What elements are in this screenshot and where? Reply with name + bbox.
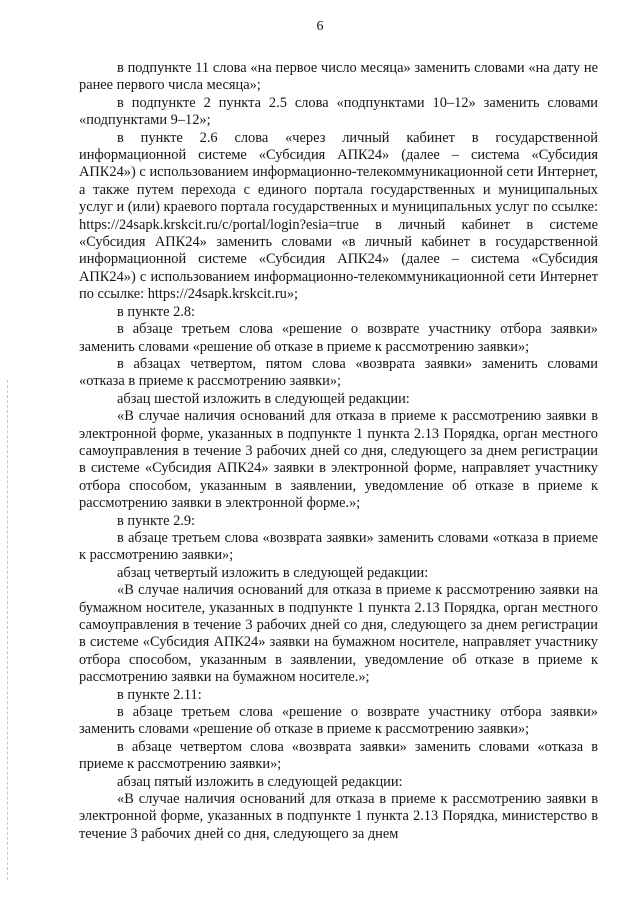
paragraph: в пункте 2.8: xyxy=(117,303,196,320)
paragraph: в пункте 2.11: xyxy=(117,686,202,703)
paragraph: абзац пятый изложить в следующей редакции: xyxy=(117,773,403,790)
paragraph: «В случае наличия оснований для отказа в приеме к рассмотрению заявки в электронной форме, указанных в подпункте 1 пункта 2.13 Порядка, орган местного самоуправления в течение 3 рабочих дней со дня, следующего за днем регистрации в системе «Субсидия АПК24» заявки в электронной форме, направляет участнику отбора способом, указанным в заявлении, уведомление об отказе в приеме к рассмотрению заявки в электронной форме.»; xyxy=(79,408,598,512)
paragraph: абзац шестой изложить в следующей редакции: xyxy=(117,390,410,407)
paragraph: в подпункте 11 слова «на первое число месяца» заменить словами «на дату не ранее первого числа месяца»; xyxy=(79,60,598,94)
paragraph: в абзацах четвертом, пятом слова «возврата заявки» заменить словами «отказа в приеме к рассмотрению заявки»; xyxy=(79,355,598,390)
paragraph: «В случае наличия оснований для отказа в приеме к рассмотрению заявки в электронной форме, указанных в подпункте 1 пункта 2.13 Порядка, министерство в течение 3 рабочих дней со дня, следующего за днем xyxy=(79,791,598,842)
scan-margin-line xyxy=(7,380,8,880)
paragraph: абзац четвертый изложить в следующей редакции: xyxy=(117,564,429,581)
paragraph: в абзаце третьем слова «возврата заявки» заменить словами «отказа в приеме к рассмотрению заявки»; xyxy=(79,529,598,564)
paragraph: в подпункте 2 пункта 2.5 слова «подпунктами 10–12» заменить словами «подпунктами 9–12»; xyxy=(79,94,598,129)
paragraph: в абзаце четвертом слова «возврата заявки» заменить словами «отказа в приеме к рассмотрению заявки»; xyxy=(79,738,598,773)
paragraph: «В случае наличия оснований для отказа в приеме к рассмотрению заявки на бумажном носителе, указанных в подпункте 1 пункта 2.13 Порядка, орган местного самоуправления в течение 3 рабочих дней со дня, следующего за днем регистрации в системе «Субсидия АПК24» заявки на бумажном носителе, направляет участнику отбора способом, указанным в заявлении, уведомление об отказе в приеме к рассмотрению заявки на бумажном носителе.»; xyxy=(79,582,598,686)
paragraph: в пункте 2.9: xyxy=(117,512,196,529)
document-body xyxy=(79,60,598,843)
paragraph: в пункте 2.6 слова «через личный кабинет в государственной информационной системе «Субсидия АПК24» (далее – система «Субсидия АПК24») с использованием информационно-телекоммуникационной сети Интернет, а также путем перехода с единого портала государственных и муниципальных услуг и (или) краевого портала государственных и муниципальных услуг по ссылке: https://24sapk.krskcit.ru/c/portal/login?esia=true в личный кабинет в системе «Субсидия АПК24» заменить словами «в личный кабинет в государственной информационной системе «Субсидия АПК24» (далее – система «Субсидия АПК24») с использованием информационно-телекоммуникационной сети Интернет по ссылке: https://24sapk.krskcit.ru»; xyxy=(79,129,599,303)
paragraph: в абзаце третьем слова «решение о возврате участнику отбора заявки» заменить словами «решение об отказе в приеме к рассмотрению заявки»; xyxy=(79,704,598,738)
paragraph: в абзаце третьем слова «решение о возврате участнику отбора заявки» заменить словами «решение об отказе в приеме к рассмотрению заявки»; xyxy=(79,321,598,355)
page-number: 6 xyxy=(316,19,324,34)
